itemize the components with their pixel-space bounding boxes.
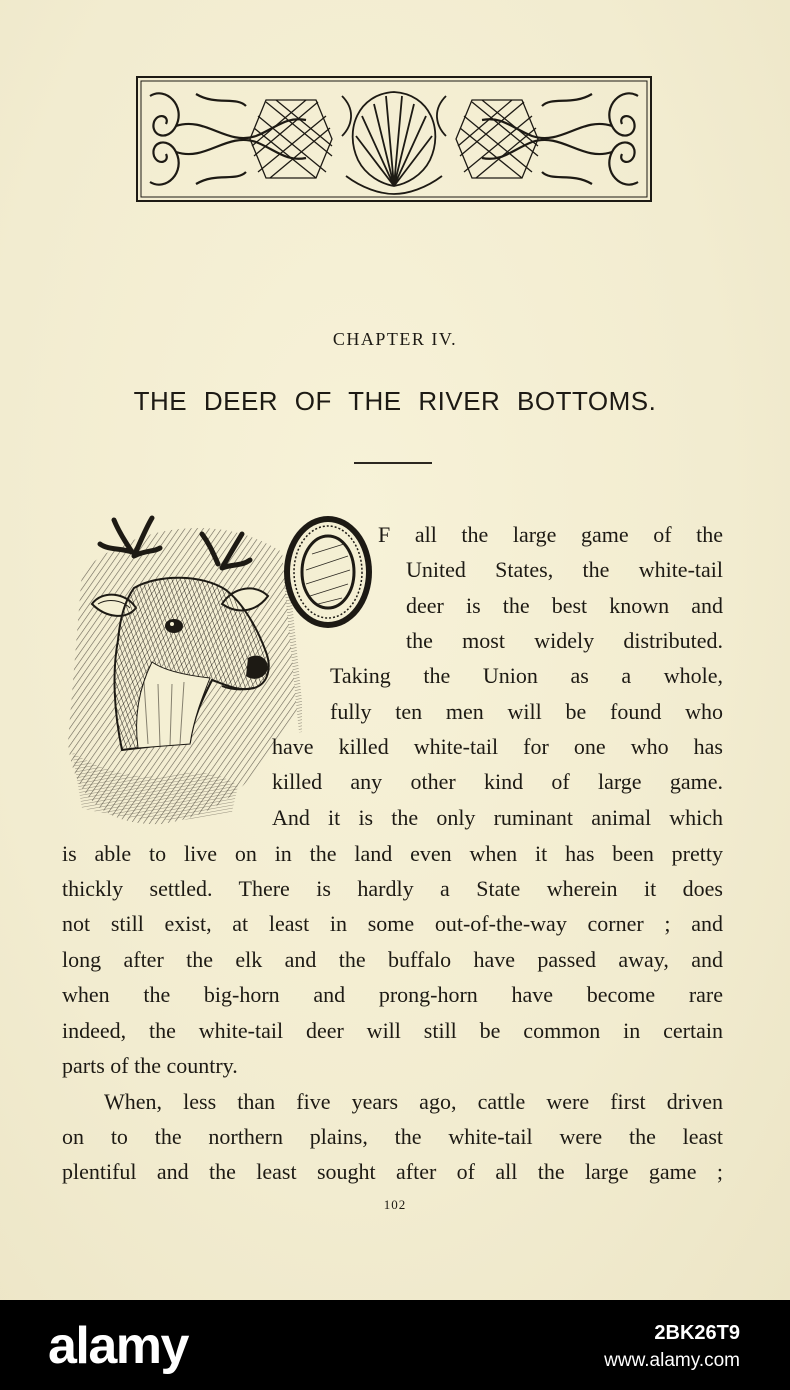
text-line-18: on to the northern plains, the white-tail were the least: [62, 1124, 723, 1149]
text-line-2: United States, the white-tail: [406, 557, 723, 582]
text-line-1: F all the large game of the: [378, 522, 723, 547]
title-divider: [354, 462, 432, 464]
text-line-3: deer is the best known and: [406, 593, 723, 618]
page-number: 102: [383, 1197, 407, 1212]
ornamental-headpiece-icon: [136, 76, 652, 202]
text-line-19: plentiful and the least sought after of all the large game ;: [62, 1159, 723, 1184]
text-line-10: is able to live on in the land even when it has been pretty: [62, 841, 723, 866]
text-line-4: the most widely distributed.: [406, 628, 723, 653]
brand-logo: alamy: [48, 1317, 188, 1375]
text-line-5: Taking the Union as a whole,: [330, 663, 723, 688]
text-line-16: parts of the country.: [62, 1053, 238, 1078]
text-line-7: have killed white-tail for one who has: [272, 734, 723, 759]
text-line-11: thickly settled. There is hardly a State wherein it does: [62, 876, 723, 901]
text-line-6: fully ten men will be found who: [330, 699, 723, 724]
text-line-9: And it is the only ruminant animal which: [272, 805, 723, 830]
deer-head-illustration-icon: [62, 512, 302, 827]
chapter-title: THE DEER OF THE RIVER BOTTOMS.: [133, 386, 657, 416]
text-line-15: indeed, the white-tail deer will still be common in certain: [62, 1018, 723, 1043]
text-line-17: When, less than five years ago, cattle were first driven: [104, 1089, 723, 1114]
text-line-13: long after the elk and the buffalo have passed away, and: [62, 947, 723, 972]
text-line-8: killed any other kind of large game.: [272, 769, 723, 794]
image-id: 2BK26T9: [654, 1322, 740, 1344]
text-line-14: when the big-horn and prong-horn have become rare: [62, 982, 723, 1007]
watermark-footer: [0, 1300, 790, 1390]
text-line-12: not still exist, at least in some out-of-the-way corner ; and: [62, 911, 723, 936]
site-link[interactable]: www.alamy.com: [604, 1350, 740, 1371]
chapter-label: CHAPTER IV.: [332, 329, 458, 349]
dropcap-letter: [309, 528, 354, 618]
